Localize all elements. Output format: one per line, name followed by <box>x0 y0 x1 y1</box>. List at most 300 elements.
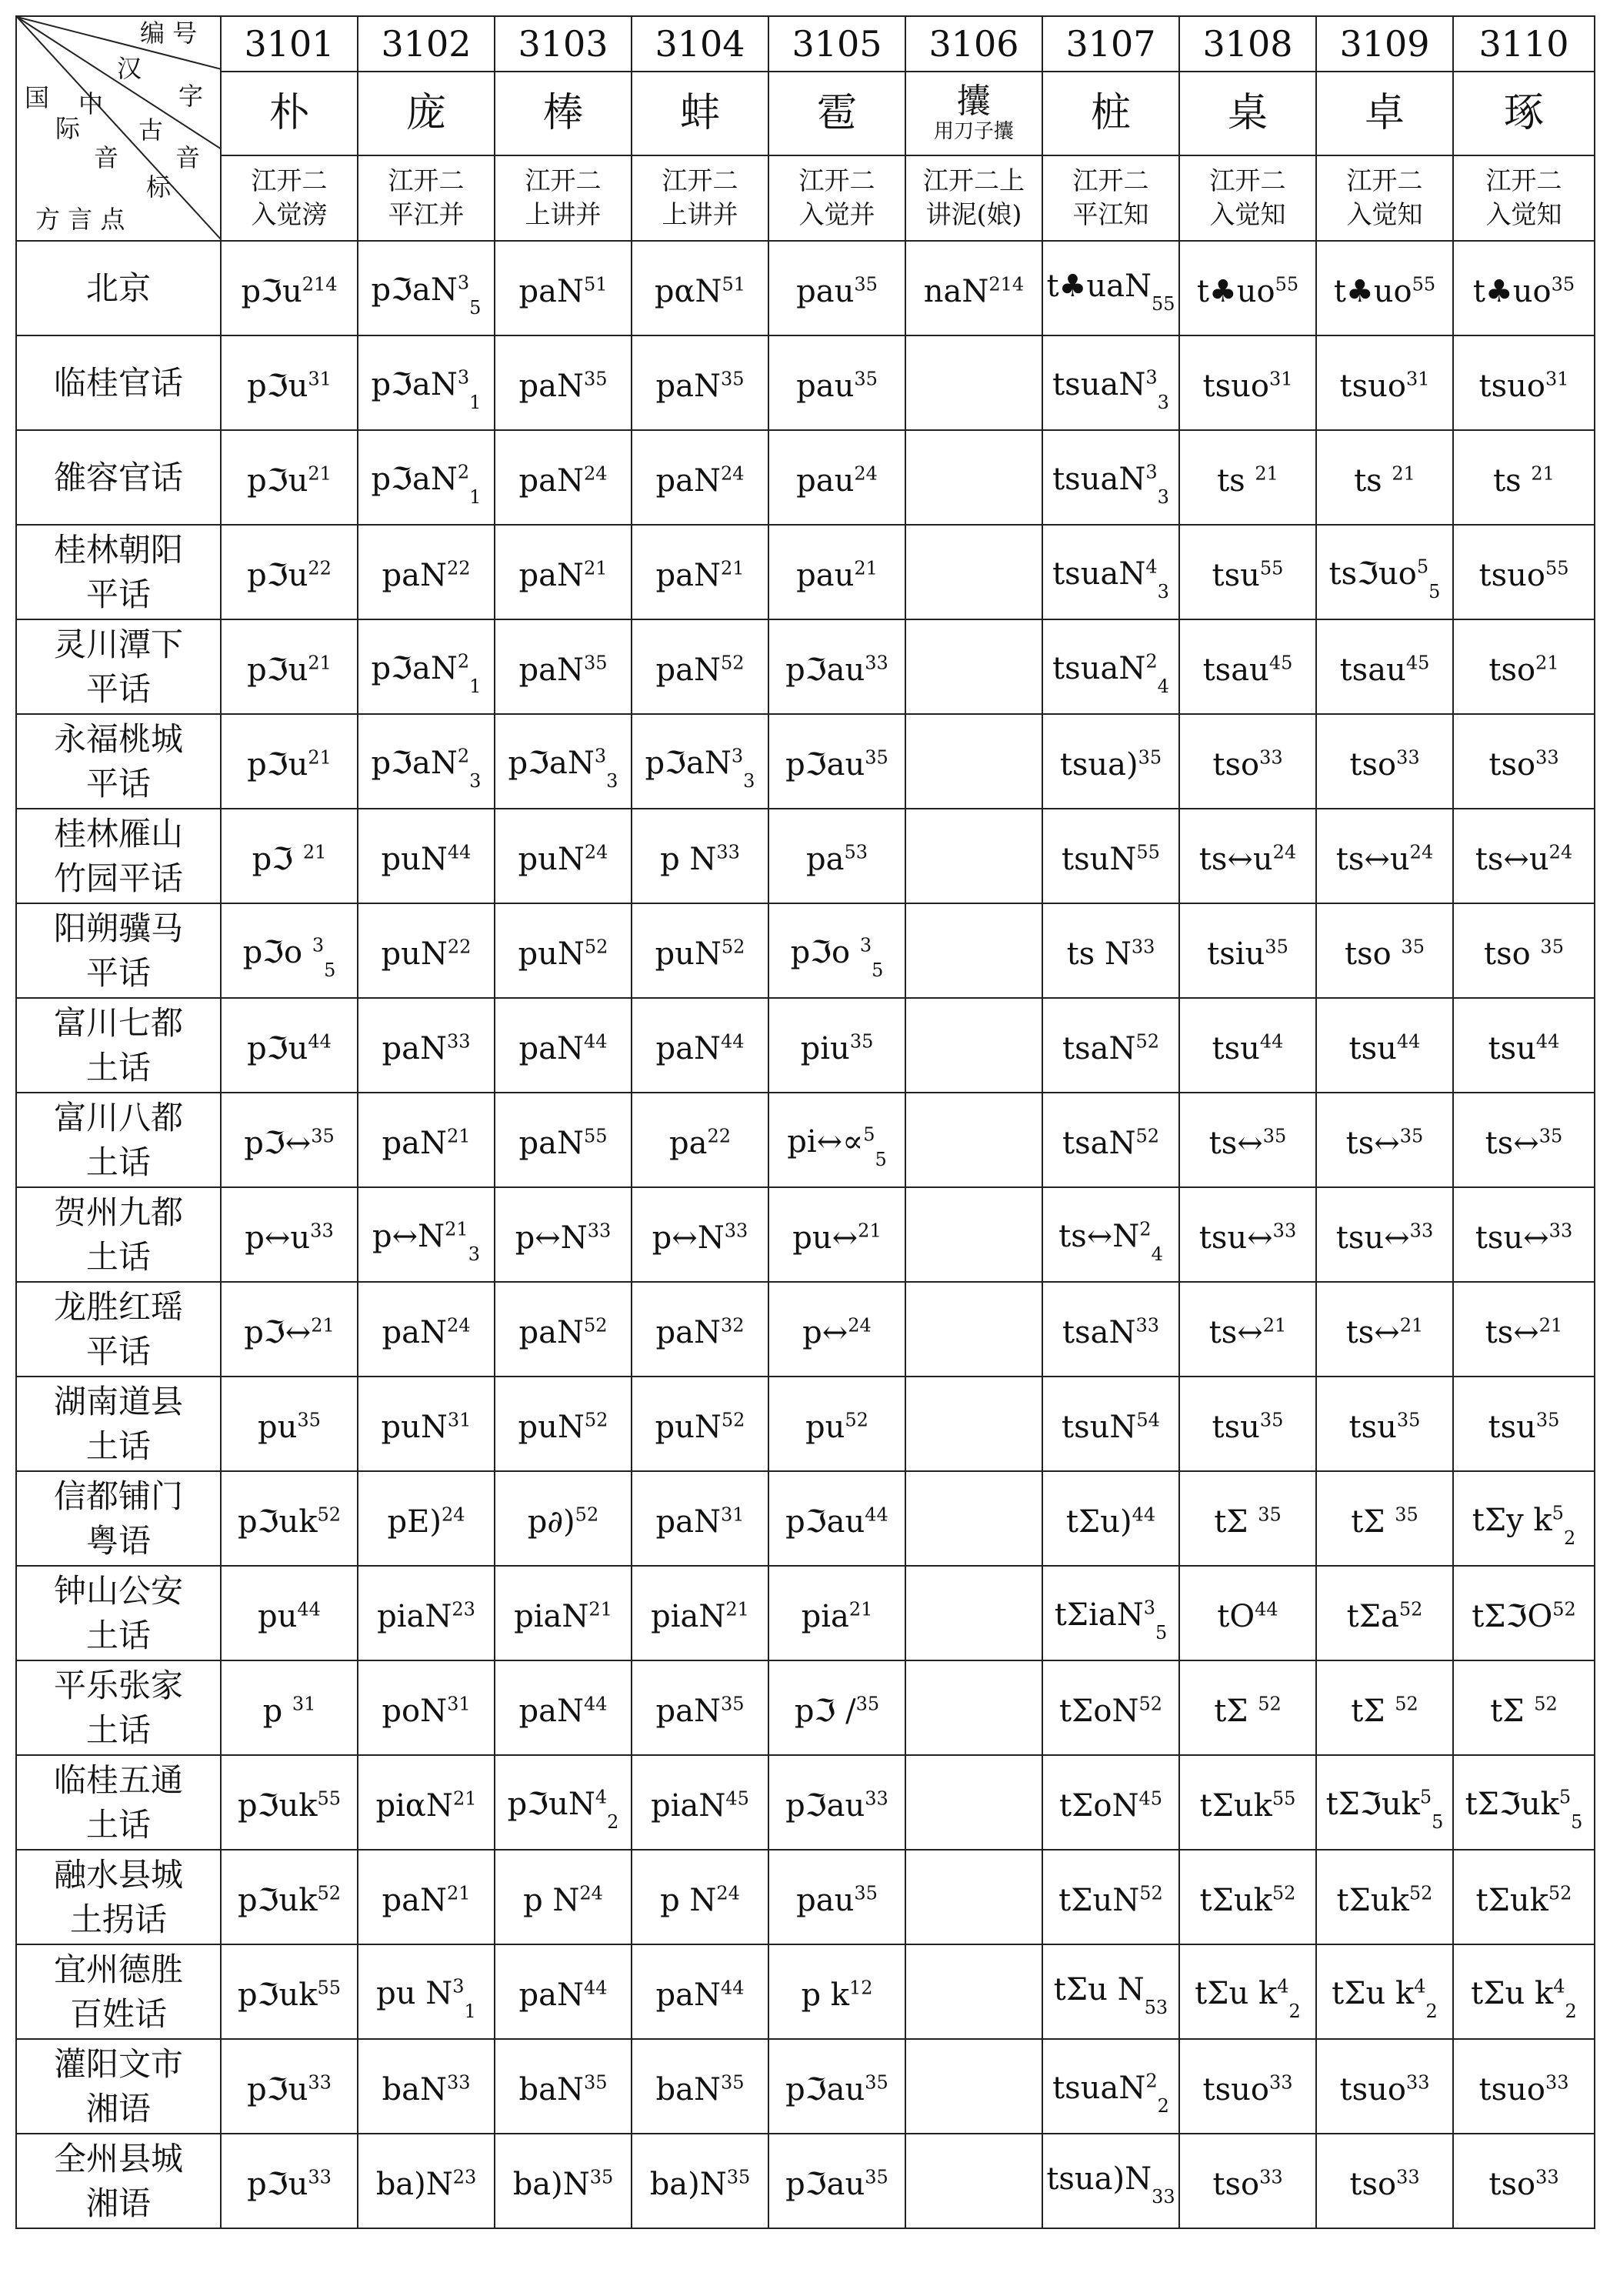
pronunciation-base: paN <box>655 1504 721 1540</box>
tone-superscript: 35 <box>1538 1125 1563 1147</box>
pronunciation-base: tΣℑuk <box>1465 1786 1559 1822</box>
pronunciation-cell <box>495 430 632 525</box>
pronunciation-cell <box>1316 1850 1453 1944</box>
tone-superscript: 52 <box>575 1503 599 1526</box>
corner-label-ji: 际 <box>55 114 81 143</box>
pronunciation <box>382 1410 472 1445</box>
pronunciation-cell <box>1316 619 1453 714</box>
pronunciation-cell <box>495 1660 632 1755</box>
tone-subscript: 2 <box>1563 1527 1576 1549</box>
pronunciation <box>656 652 745 688</box>
tone-superscript: 44 <box>1132 1503 1156 1526</box>
tone-superscript: 52 <box>721 1409 745 1431</box>
dialect-row <box>16 2039 1595 2134</box>
tone-superscript: 3 <box>1145 461 1158 483</box>
pronunciation <box>656 1031 745 1066</box>
pronunciation-base: tsuo <box>1478 2072 1545 2108</box>
pronunciation-base: t♣uo <box>1333 274 1412 310</box>
tone-superscript: 21 <box>1255 462 1278 485</box>
tone-superscript: 33 <box>1409 1220 1434 1242</box>
corner-label-bianhao: 编 号 <box>140 18 198 48</box>
pronunciation <box>669 1126 731 1161</box>
pronunciation <box>241 274 337 309</box>
pronunciation-base: baN <box>382 2072 447 2108</box>
tone-superscript: 55 <box>1259 557 1284 579</box>
tone-superscript: 22 <box>308 557 332 579</box>
tone-superscript: 33 <box>587 1220 612 1242</box>
tone-superscript: 5 <box>863 1123 875 1146</box>
dialect-name-line: 桂林朝阳 <box>53 530 183 569</box>
pronunciation-base: tsu <box>1348 1031 1397 1067</box>
dialect-name-line: 湘语 <box>85 2184 151 2222</box>
pronunciation <box>1054 1597 1168 1644</box>
tone-superscript: 2 <box>457 461 470 483</box>
pronunciation <box>519 2072 608 2107</box>
pronunciation <box>244 1315 335 1350</box>
pronunciation <box>802 1315 872 1350</box>
tone-superscript: 52 <box>583 1314 608 1337</box>
tone-superscript: 24 <box>583 462 608 485</box>
pronunciation-cell <box>1453 809 1595 903</box>
tone-superscript: 45 <box>1138 1787 1162 1810</box>
pronunciation <box>1052 650 1169 697</box>
column-number: 3104 <box>632 16 768 72</box>
column-character <box>1042 72 1179 155</box>
pronunciation-cell <box>1042 1187 1179 1282</box>
pronunciation <box>795 1694 879 1729</box>
tone-superscript: 31 <box>292 1693 316 1715</box>
pronunciation-cell <box>1042 2134 1179 2228</box>
dialect-row <box>16 1755 1595 1850</box>
pronunciation-base: pℑu <box>247 558 308 594</box>
pronunciation-cell <box>221 1755 358 1850</box>
pronunciation-base: tΣℑuk <box>1325 1786 1420 1822</box>
corner-label-guo: 国 <box>25 83 50 112</box>
tone-superscript: 55 <box>317 1787 342 1810</box>
pronunciation-base: puN <box>518 1410 585 1446</box>
pronunciation-cell <box>221 525 358 619</box>
tone-superscript: 52 <box>1395 1693 1418 1715</box>
tone-superscript: 23 <box>452 2166 477 2188</box>
pronunciation-cell <box>632 1566 768 1660</box>
pronunciation <box>1488 747 1558 783</box>
pronunciation <box>382 1126 471 1161</box>
pronunciation <box>1488 652 1558 688</box>
pronunciation-cell <box>358 2134 495 2228</box>
pronunciation <box>660 842 740 877</box>
middle-chinese-line: 江开二 <box>662 165 738 196</box>
tone-superscript: 44 <box>308 1030 332 1053</box>
pronunciation <box>519 274 608 309</box>
pronunciation <box>796 274 878 309</box>
pronunciation <box>1046 269 1175 315</box>
pronunciation <box>1052 2070 1169 2117</box>
pronunciation <box>1200 1788 1296 1824</box>
dialect-name-line: 雒容官话 <box>53 458 183 496</box>
pronunciation-cell <box>905 1282 1042 1377</box>
pronunciation-base: paN <box>382 1126 447 1162</box>
pronunciation <box>238 1788 341 1824</box>
pronunciation <box>790 934 884 981</box>
pronunciation-cell <box>632 1850 768 1944</box>
pronunciation-base: pℑo <box>790 934 860 970</box>
tone-subscript: 1 <box>464 2000 476 2022</box>
pronunciation-cell <box>1042 619 1179 714</box>
column-middle-chinese <box>905 155 1042 241</box>
pronunciation-cell <box>1042 1471 1179 1566</box>
pronunciation-base: tΣuk <box>1199 1883 1272 1919</box>
pronunciation-base: tsuo <box>1202 2072 1269 2108</box>
tone-subscript: 5 <box>872 959 884 981</box>
column-character <box>358 72 495 155</box>
pronunciation <box>1351 1504 1418 1540</box>
dialect-name-line: 龙胜红瑶 <box>53 1287 183 1326</box>
middle-chinese-line: 入觉知 <box>1209 199 1286 230</box>
dialect-row <box>16 241 1595 335</box>
tone-superscript: 33 <box>1545 2071 1569 2094</box>
header-middle-chinese-row <box>16 155 1595 241</box>
pronunciation-cell <box>905 1660 1042 1755</box>
pronunciation-base: tsaN <box>1062 1315 1136 1351</box>
pronunciation-base: tso <box>1212 2167 1260 2203</box>
pronunciation-cell <box>905 335 1042 430</box>
tone-superscript: 35 <box>726 2166 751 2188</box>
pronunciation-base: ba)N <box>649 2167 727 2203</box>
middle-chinese-line: 入觉并 <box>798 199 875 230</box>
tone-superscript: 21 <box>583 557 608 579</box>
pronunciation-base: t♣uo <box>1472 274 1552 310</box>
pronunciation-cell <box>1042 335 1179 430</box>
corner-label-gu: 古 <box>138 115 164 145</box>
column-number: 3110 <box>1453 16 1595 72</box>
column-middle-chinese <box>1453 155 1595 241</box>
dialect-row <box>16 809 1595 903</box>
pronunciation <box>1203 652 1293 688</box>
tone-superscript: 21 <box>588 1598 612 1620</box>
pronunciation <box>382 1031 471 1066</box>
tone-superscript: 3 <box>452 1975 465 1997</box>
pronunciation-base: tΣℑO <box>1472 1599 1553 1635</box>
character-glyph: 朴 <box>268 90 309 137</box>
character-glyph: 桌 <box>1227 90 1268 137</box>
pronunciation-cell <box>358 1282 495 1377</box>
tone-superscript: 21 <box>1262 1314 1287 1337</box>
pronunciation-cell <box>1453 1377 1595 1471</box>
dialect-row <box>16 1471 1595 1566</box>
middle-chinese-line: 江开二 <box>525 165 602 196</box>
pronunciation <box>1472 1599 1576 1634</box>
dialect-name-line: 土话 <box>85 1427 151 1465</box>
tone-superscript: 55 <box>583 1125 608 1147</box>
pronunciation-cell <box>1042 525 1179 619</box>
pronunciation-base: tΣ <box>1214 1504 1258 1540</box>
pronunciation-base: pu↔ <box>792 1220 858 1256</box>
pronunciation-base: tso <box>1488 2167 1536 2203</box>
pronunciation-base: tsu↔ <box>1335 1220 1410 1256</box>
pronunciation <box>1337 1883 1433 1918</box>
tone-superscript: 33 <box>310 1220 334 1242</box>
pronunciation-cell <box>768 241 905 335</box>
pronunciation-base: puN <box>381 842 448 878</box>
dialect-name-line: 平乐张家 <box>53 1666 183 1704</box>
character-glyph: 攮 <box>957 82 991 122</box>
pronunciation-cell <box>1316 1566 1453 1660</box>
pronunciation-cell <box>1179 525 1316 619</box>
pronunciation <box>382 1883 471 1918</box>
pronunciation-base: pℑu <box>247 2072 308 2108</box>
tone-superscript: 33 <box>1259 746 1283 769</box>
pronunciation-cell <box>358 525 495 619</box>
pronunciation-cell <box>358 1660 495 1755</box>
pronunciation-base: tΣu) <box>1065 1504 1132 1540</box>
pronunciation-base: tΣuk <box>1475 1883 1548 1919</box>
pronunciation <box>1203 2072 1293 2107</box>
pronunciation <box>1340 369 1430 404</box>
pronunciation <box>656 463 745 499</box>
tone-superscript: 52 <box>1138 1693 1162 1715</box>
tone-superscript: 35 <box>854 368 878 390</box>
tone-superscript: 24 <box>716 1882 740 1904</box>
pronunciation <box>519 1694 608 1729</box>
pronunciation <box>1488 1410 1560 1445</box>
pronunciation-base: tso <box>1349 2167 1397 2203</box>
dialect-name-line: 粤语 <box>85 1521 151 1560</box>
tone-superscript: 3 <box>457 272 470 294</box>
pronunciation-base: tΣoN <box>1059 1694 1139 1730</box>
middle-chinese-line: 上讲并 <box>525 199 602 230</box>
pronunciation <box>656 1315 745 1350</box>
pronunciation-cell <box>1316 1755 1453 1850</box>
middle-chinese-line: 江开二 <box>1485 165 1562 196</box>
pronunciation-cell <box>768 1660 905 1755</box>
tone-superscript: 21 <box>308 652 332 674</box>
pronunciation-cell <box>1179 2134 1316 2228</box>
tone-superscript: 35 <box>1138 746 1162 769</box>
tone-subscript: 5 <box>875 1148 887 1170</box>
pronunciation <box>1067 936 1155 972</box>
tone-superscript: 31 <box>447 1693 471 1715</box>
pronunciation <box>1059 1694 1162 1729</box>
tone-superscript: 31 <box>1268 368 1293 390</box>
pronunciation-base: poN <box>382 1694 448 1730</box>
pronunciation <box>508 745 618 792</box>
pronunciation-base: paN <box>655 369 721 405</box>
dialect-name-cell <box>16 2134 221 2228</box>
pronunciation-base: piaN <box>651 1599 726 1635</box>
pronunciation <box>924 274 1024 309</box>
pronunciation-base: paN <box>518 652 584 689</box>
dialect-name-line: 湘语 <box>85 2089 151 2127</box>
column-middle-chinese <box>768 155 905 241</box>
pronunciation-cell <box>768 1471 905 1566</box>
pronunciation <box>1062 1126 1159 1161</box>
tone-superscript: 35 <box>1551 273 1575 295</box>
dialect-name-line: 贺州九都 <box>53 1193 183 1231</box>
pronunciation-base: paN <box>518 1315 584 1351</box>
dialect-name-line: 土拐话 <box>69 1900 167 1938</box>
pronunciation-cell <box>768 1944 905 2039</box>
pronunciation <box>245 1220 333 1256</box>
tone-superscript: 35 <box>589 2166 614 2188</box>
tone-superscript: 35 <box>1401 936 1425 958</box>
pronunciation-cell <box>221 1187 358 1282</box>
pronunciation-base: pℑ↔ <box>244 1315 312 1351</box>
tone-superscript: 44 <box>583 1030 608 1053</box>
pronunciation-base: paN <box>655 1694 721 1730</box>
tone-superscript: 35 <box>849 1030 874 1053</box>
corner-label-fangyandian: 方 言 点 <box>35 205 125 234</box>
dialect-name-cell <box>16 998 221 1093</box>
column-character <box>905 72 1042 155</box>
tone-superscript: 33 <box>446 2071 471 2094</box>
tone-superscript: 52 <box>720 652 745 674</box>
pronunciation-base: t♣uo <box>1196 274 1275 310</box>
pronunciation <box>382 1694 470 1729</box>
middle-chinese-line: 入觉知 <box>1485 199 1562 230</box>
pronunciation-base: paN <box>655 558 721 594</box>
tone-superscript: 35 <box>1262 1125 1287 1147</box>
tone-superscript: 21 <box>858 1220 882 1242</box>
pronunciation <box>802 1599 873 1634</box>
tone-superscript: 21 <box>311 1314 335 1337</box>
dialect-row <box>16 335 1595 430</box>
pronunciation-base: pℑu <box>247 1031 308 1067</box>
character-glyph: 庞 <box>405 90 446 137</box>
tone-superscript: 52 <box>1548 1882 1572 1904</box>
pronunciation-base: pℑu <box>247 463 308 499</box>
pronunciation-cell <box>495 2039 632 2134</box>
tone-subscript: 3 <box>743 769 755 792</box>
pronunciation-cell <box>358 809 495 903</box>
pronunciation-cell <box>221 2039 358 2134</box>
pronunciation-cell <box>768 2039 905 2134</box>
header-number-row <box>16 16 1595 72</box>
tone-superscript: 21 <box>446 1125 471 1147</box>
pronunciation-cell <box>358 1566 495 1660</box>
character-glyph: 雹 <box>816 90 857 137</box>
pronunciation-base: tsu <box>1488 1410 1536 1446</box>
tone-superscript: 55 <box>1272 1787 1296 1810</box>
pronunciation-base: tsua)N <box>1046 2161 1152 2197</box>
pronunciation-cell <box>1453 1660 1595 1755</box>
column-middle-chinese <box>221 155 358 241</box>
dialect-name-line: 阳朔骥马 <box>53 909 183 947</box>
pronunciation-cell <box>1453 2039 1595 2134</box>
pronunciation <box>1332 1975 1438 2022</box>
pronunciation-base: tsuaN <box>1052 556 1146 592</box>
tone-superscript: 31 <box>1545 368 1569 390</box>
pronunciation-cell <box>768 2134 905 2228</box>
pronunciation-cell <box>905 525 1042 619</box>
dialect-name-cell <box>16 1660 221 1755</box>
pronunciation-base: pu N <box>376 1975 453 2011</box>
pronunciation-base: tΣ <box>1490 1694 1535 1730</box>
pronunciation-cell <box>1453 1566 1595 1660</box>
tone-superscript: 55 <box>1545 557 1569 579</box>
pronunciation-base: pℑu <box>241 274 302 310</box>
tone-superscript: 32 <box>720 1314 745 1337</box>
pronunciation-base: tsau <box>1202 652 1269 689</box>
tone-subscript: 1 <box>469 486 482 508</box>
dialect-name-cell <box>16 1850 221 1944</box>
column-number: 3103 <box>495 16 632 72</box>
pronunciation-base: tsuo <box>1202 369 1269 405</box>
dialect-name-cell <box>16 1187 221 1282</box>
dialect-name-cell <box>16 335 221 430</box>
pronunciation-base: pi↔∝ <box>787 1123 864 1160</box>
tone-superscript: 21 <box>446 1882 471 1904</box>
pronunciation-base: tsu <box>1348 1410 1397 1446</box>
pronunciation-base: paN <box>382 1883 447 1919</box>
pronunciation <box>1345 936 1425 972</box>
pronunciation-base: puN <box>655 1410 722 1446</box>
pronunciation-cell <box>1179 1850 1316 1944</box>
pronunciation-base: pau <box>796 558 855 594</box>
pronunciation-cell <box>1179 1377 1316 1471</box>
pronunciation <box>1340 652 1430 688</box>
pronunciation-cell <box>1179 1944 1316 2039</box>
dialect-name-line: 融水县城 <box>53 1855 183 1894</box>
pronunciation-base: pau <box>796 463 855 499</box>
pronunciation-base: pℑuk <box>237 1788 318 1824</box>
pronunciation-cell <box>905 1755 1042 1850</box>
dialect-name-cell <box>16 525 221 619</box>
pronunciation-cell <box>1453 430 1595 525</box>
pronunciation <box>1476 1883 1572 1918</box>
pronunciation <box>1349 1410 1421 1445</box>
pronunciation-cell <box>221 1471 358 1566</box>
pronunciation-base: tsu↔ <box>1198 1220 1273 1256</box>
tone-superscript: 44 <box>583 1693 608 1715</box>
tone-superscript: 33 <box>1396 746 1420 769</box>
pronunciation-base: pℑau <box>785 1788 865 1824</box>
pronunciation-cell <box>495 1850 632 1944</box>
pronunciation-base: tΣoN <box>1059 1788 1139 1824</box>
dialect-row <box>16 903 1595 998</box>
pronunciation <box>796 369 878 404</box>
pronunciation-base: tso <box>1488 747 1536 783</box>
pronunciation <box>1052 556 1169 602</box>
pronunciation-base: pℑau <box>785 652 865 689</box>
tone-superscript: 44 <box>1259 1030 1284 1053</box>
pronunciation <box>1479 2072 1569 2107</box>
pronunciation-cell <box>632 430 768 525</box>
pronunciation-base: pℑaN <box>371 745 458 781</box>
pronunciation-base: piαN <box>375 1788 453 1824</box>
dialect-table <box>15 15 1595 2229</box>
tone-subscript: 2 <box>1425 2000 1438 2022</box>
tone-superscript: 3 <box>594 745 607 767</box>
pronunciation-cell <box>632 714 768 809</box>
pronunciation-cell <box>358 241 495 335</box>
pronunciation-base: ts↔ <box>1208 1126 1263 1162</box>
dialect-row <box>16 1660 1595 1755</box>
pronunciation-cell <box>1316 903 1453 998</box>
pronunciation-cell <box>1316 1093 1453 1187</box>
pronunciation-cell <box>768 1093 905 1187</box>
pronunciation-cell <box>221 1566 358 1660</box>
dialect-name-line: 平话 <box>85 1332 151 1370</box>
pronunciation-cell <box>1042 241 1179 335</box>
dialect-name-cell <box>16 1093 221 1187</box>
pronunciation-base: tsℑuo <box>1328 556 1417 592</box>
tone-subscript: 55 <box>1152 293 1175 315</box>
pronunciation-base: pau <box>796 369 855 405</box>
pronunciation-cell <box>495 1187 632 1282</box>
tone-superscript: 21 <box>302 841 327 863</box>
pronunciation-base: paN <box>518 1694 584 1730</box>
tone-subscript: 1 <box>469 391 482 413</box>
